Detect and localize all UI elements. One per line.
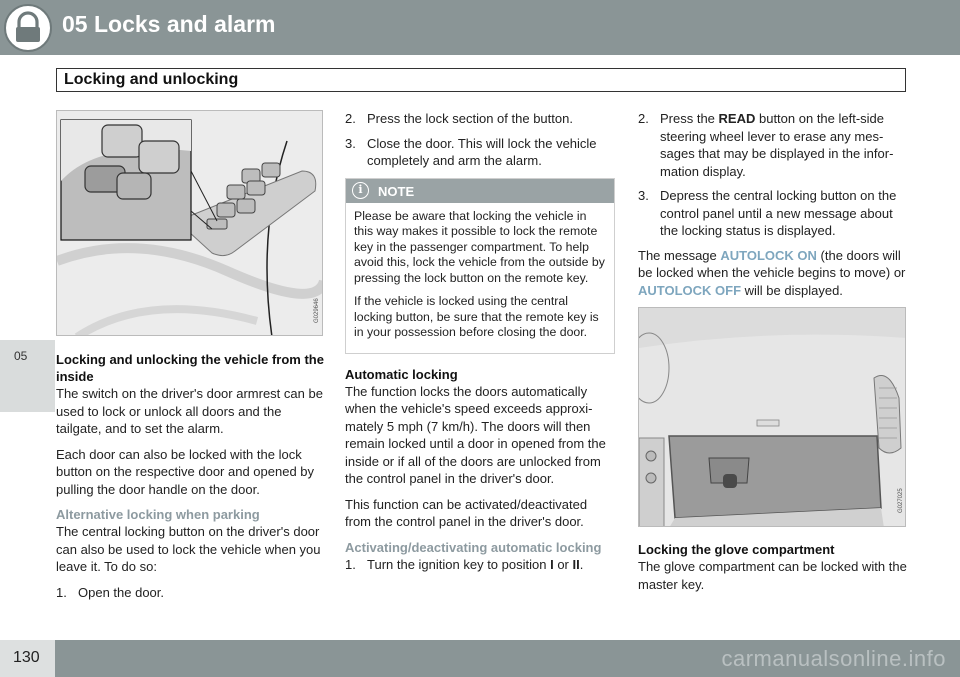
step-text: Depress the central locking button on the control panel until a new message about the locking status is displayed. <box>660 188 897 238</box>
text-run: (the doors will be locked when the vehicle begins to move) or <box>638 247 906 280</box>
step-text: Open the door. <box>78 584 165 600</box>
step-number: 2. <box>638 111 649 126</box>
paragraph: This function can be activated/deactivated from the control panel in the driver's door. <box>345 496 588 529</box>
chapter-tab <box>0 340 55 412</box>
paragraph <box>638 247 908 300</box>
text-run: will be displayed. <box>741 282 843 298</box>
chapter-header <box>0 0 960 55</box>
glove-box-illustration <box>639 308 906 527</box>
column-1 <box>56 110 324 608</box>
subheading-alternative-locking: Alternative locking when parking <box>56 507 260 522</box>
door-switch-figure <box>56 110 323 336</box>
text-run: Press the <box>660 111 719 126</box>
read-button-label: READ <box>718 111 756 126</box>
door-switch-illustration <box>57 111 323 336</box>
ignition-position: II <box>572 556 580 572</box>
paragraph: The function locks the doors automatically when the vehicle's speed exceeds approxi-mately 5 mph (7 km/h). The doors will then remain locked until a door in opened from the inside or if all of the doors are unlocked from the control panel in the driver's door. <box>345 383 606 486</box>
list-item <box>345 135 615 170</box>
section-title: Locking and unlocking <box>64 71 239 88</box>
paragraph: Each door can also be locked with the lock button on the respective door and opened by pulling the door handle on the door. <box>56 446 315 497</box>
step-text <box>660 111 893 179</box>
section-bar <box>56 68 906 92</box>
note-label: NOTE <box>378 183 415 199</box>
step-number: 2. <box>345 111 356 126</box>
column-2 <box>345 110 615 580</box>
text-run: Turn the ignition key to position <box>367 556 551 572</box>
note-box <box>345 178 615 354</box>
figure-code: G029646 <box>314 298 320 323</box>
page-number: 130 <box>13 649 40 666</box>
note-paragraph: If the vehicle is locked using the central locking button, be sure that the remote key is in your possession before closing the door. <box>354 294 599 339</box>
figure-code: G027025 <box>898 488 904 513</box>
text-run: . <box>579 556 584 572</box>
watermark: carmanualsonline.info <box>721 646 946 671</box>
list-item <box>345 556 615 574</box>
text-run: or <box>553 556 573 572</box>
autolock-off-message: AUTOLOCK OFF <box>638 282 742 298</box>
text-run: button on the left-side steering wheel lever to erase any mes-sages that may be displayed in the infor-mation display. <box>660 111 894 179</box>
chapter-title: 05 Locks and alarm <box>62 11 276 37</box>
note-header <box>346 179 614 203</box>
list-item <box>638 187 908 240</box>
step-number: 1. <box>56 584 67 600</box>
heading-automatic-locking: Automatic locking <box>345 366 458 382</box>
text-run: The message <box>638 247 721 263</box>
list-item <box>56 584 324 602</box>
glove-box-figure <box>638 307 906 527</box>
column-3 <box>638 110 908 601</box>
step-text: Close the door. This will lock the vehicle completely and arm the alarm. <box>367 135 597 168</box>
step-number: 3. <box>638 188 649 203</box>
heading-inside-locking: Locking and unlocking the vehicle from the inside <box>56 352 324 384</box>
paragraph: The glove compartment can be locked with the master key. <box>638 559 907 592</box>
note-body <box>346 203 614 353</box>
step-text <box>367 557 583 572</box>
step-text: Press the lock section of the button. <box>367 111 573 126</box>
lock-icon <box>4 4 52 52</box>
step-number: 3. <box>345 135 356 151</box>
info-icon: i <box>352 182 369 199</box>
heading-glove-compartment: Locking the glove compartment <box>638 542 835 557</box>
paragraph: The central locking button on the driver's door can also be used to lock the vehicle when you leave it. To do so: <box>56 524 321 574</box>
list-item <box>638 110 908 180</box>
note-paragraph: Please be aware that locking the vehicle in this way makes it possible to lock the remote key in the passenger compartment. To help avoid this, lock the vehicle from the outside by pressing the lock button on the remote key. <box>354 208 605 285</box>
list-item <box>345 110 615 128</box>
chapter-tab-number: 05 <box>14 349 28 363</box>
paragraph: The switch on the driver's door armrest can be used to lock or unlock all doors and the tailgate, and to set the alarm. <box>56 386 323 436</box>
step-number: 1. <box>345 556 356 572</box>
ignition-position: I <box>550 556 554 572</box>
subheading-activating-automatic-locking: Activating/deactivating automatic locking <box>345 539 602 555</box>
autolock-on-message: AUTOLOCK ON <box>720 247 817 263</box>
